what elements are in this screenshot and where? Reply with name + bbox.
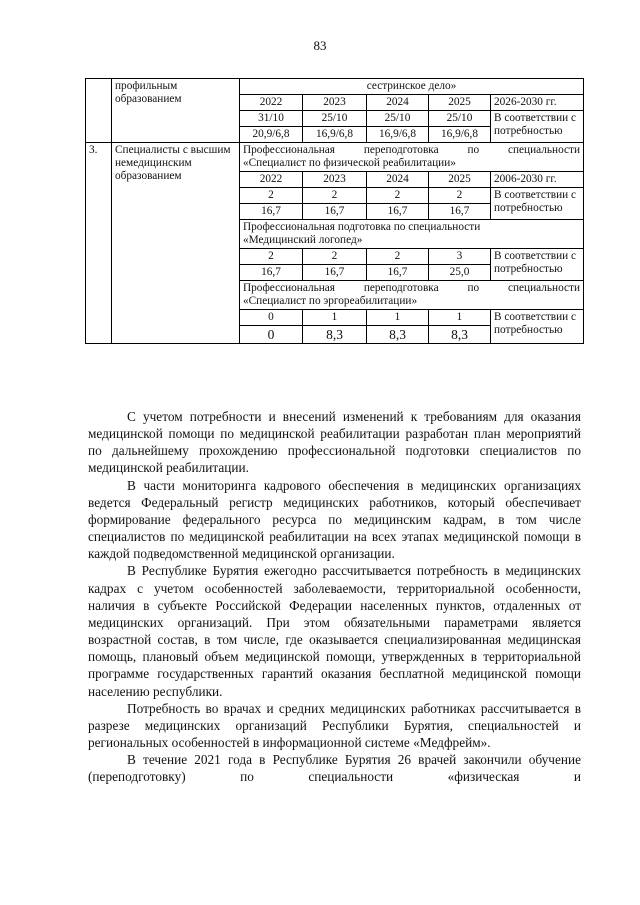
- value-cell: 2: [303, 188, 367, 204]
- year-cell: 2023: [303, 95, 367, 111]
- value-cell: 1: [429, 310, 491, 326]
- year-cell: 2025: [429, 95, 491, 111]
- need-cell: В соответствии с потребностью: [491, 249, 584, 281]
- value-cell: 16,9/6,8: [429, 127, 491, 143]
- value-cell: 2: [367, 249, 429, 265]
- year-range-cell: 2026-2030 гг.: [491, 95, 584, 111]
- value-cell: 3: [429, 249, 491, 265]
- paragraph: В Республике Бурятия ежегодно рассчитывается потребность в медицинских кадрах с учетом особенностей заболеваемости, территориальной особенности, наличия в субъекте Российской Федерации населенных пунктов, отдаленных от медицинских организаций. При этом обязательными параметрами является возрастной состав, в том числе, где оказывается специализированная медицинская помощь, плановый объем медицинской помощи, утвержденных в территориальной программе государственных гарантий оказания бесплатной медицинской помощи населению республики.: [88, 563, 581, 699]
- row-label-cell: Специалисты с высшим немедицинским образованием: [112, 143, 240, 344]
- value-cell: 2: [240, 249, 303, 265]
- need-cell: В соответствии с потребностью: [491, 188, 584, 220]
- value-cell: 8,3: [429, 326, 491, 344]
- value-cell: 16,9/6,8: [367, 127, 429, 143]
- row-number-cell: 3.: [86, 143, 112, 344]
- year-cell: 2022: [240, 172, 303, 188]
- value-cell: 2: [429, 188, 491, 204]
- paragraph: В течение 2021 года в Республике Бурятия 26 врачей закончили обучение (переподготовку) по специальности «физическая и: [88, 752, 581, 785]
- year-cell: 2025: [429, 172, 491, 188]
- year-cell: 2023: [303, 172, 367, 188]
- paragraph: Потребность во врачах и средних медицинских работниках рассчитывается в разрезе медицинских организаций Республики Бурятия, специальностей и региональных особенностей в информационной системе «Медфрейм».: [88, 700, 581, 750]
- value-cell: 1: [367, 310, 429, 326]
- program-title: Профессиональная переподготовка по специальности «Специалист по эргореабилитации»: [240, 281, 584, 310]
- body-text: [88, 408, 581, 785]
- value-cell: 0: [240, 310, 303, 326]
- value-cell: 25/10: [429, 111, 491, 127]
- value-cell: 16,7: [303, 265, 367, 281]
- value-cell: 2: [303, 249, 367, 265]
- program-title: Профессиональная переподготовка по специальности «Специалист по физической реабилитации»: [240, 143, 584, 172]
- value-cell: 31/10: [240, 111, 303, 127]
- value-cell: 16,7: [367, 204, 429, 220]
- value-cell: 16,9/6,8: [303, 127, 367, 143]
- value-cell: 16,7: [240, 265, 303, 281]
- value-cell: 16,7: [367, 265, 429, 281]
- paragraph: В части мониторинга кадрового обеспечения в медицинских организациях ведется Федеральный регистр медицинских работников, который обеспечивает формирование федерального ресурса по медицинским кадрам, в том числе специалистов по медицинской реабилитации на всех этапах медицинской помощи в каждой подведомственной медицинской организации.: [88, 477, 581, 562]
- need-cell: В соответствии с потребностью: [491, 310, 584, 344]
- value-cell: 8,3: [303, 326, 367, 344]
- table-row: [86, 143, 584, 172]
- year-cell: 2022: [240, 95, 303, 111]
- value-cell: 16,7: [240, 204, 303, 220]
- value-cell: 2: [240, 188, 303, 204]
- value-cell: 2: [367, 188, 429, 204]
- row-label-cell: профильным образованием: [112, 79, 240, 143]
- value-cell: 25,0: [429, 265, 491, 281]
- page-number: 83: [313, 38, 327, 53]
- value-cell: 8,3: [367, 326, 429, 344]
- program-title: Профессиональная подготовка по специальности «Медицинский логопед»: [240, 220, 584, 249]
- value-cell: 1: [303, 310, 367, 326]
- need-cell: В соответствии с потребностью: [491, 111, 584, 143]
- year-range-cell: 2006-2030 гг.: [491, 172, 584, 188]
- staffing-table: [85, 78, 584, 344]
- value-cell: 0: [240, 326, 303, 344]
- value-cell: 20,9/6,8: [240, 127, 303, 143]
- row-number-cell: [86, 79, 112, 143]
- paragraph: С учетом потребности и внесений изменений к требованиям для оказания медицинской помощи по медицинской реабилитации разработан план мероприятий по дальнейшему прохождению профессиональной подготовки специалистов по медицинской реабилитации.: [88, 409, 581, 476]
- value-cell: 16,7: [429, 204, 491, 220]
- year-cell: 2024: [367, 95, 429, 111]
- program-title: сестринское дело»: [240, 79, 584, 95]
- value-cell: 25/10: [303, 111, 367, 127]
- value-cell: 16,7: [303, 204, 367, 220]
- table-row: [86, 79, 584, 95]
- year-cell: 2024: [367, 172, 429, 188]
- value-cell: 25/10: [367, 111, 429, 127]
